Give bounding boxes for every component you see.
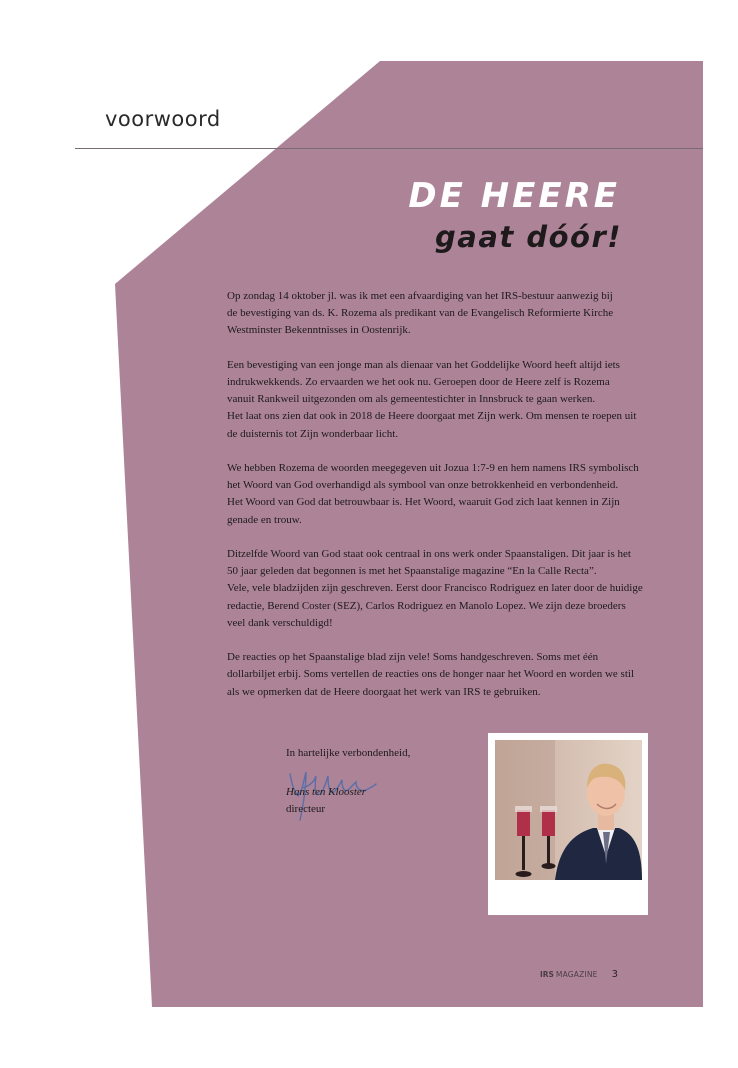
closing-block bbox=[286, 745, 476, 819]
author-name: Hans ten Klooster bbox=[286, 786, 367, 799]
author-photo bbox=[495, 740, 642, 880]
paragraph: Een bevestiging van een jonge man als dienaar van het Goddelijke Woord heeft altijd iets indrukwekkends. Zo ervaarden we het ook nu. Geroepen door de Heere zelf is Rozema vanuit Rankweil uitgezonden om als gemeentestichter in Innsbruck te gaan werken. Het laat ons zien dat ook in 2018 de Heere doorgaat met Zijn werk. Om mensen te roepen uit de duisternis tot Zijn wonderbaar licht. bbox=[227, 358, 637, 440]
page-number: 3 bbox=[611, 969, 618, 980]
paragraph: De reacties op het Spaanstalige blad zijn vele! Soms handgeschreven. Soms met één dollarbiljet erbij. Soms vertellen de reacties ons de honger naar het Woord en worden we stil als we opmerken dat de Heere doorgaat het werk van IRS te gebruiken. bbox=[227, 651, 635, 698]
article-title-line2: gaat dóór! bbox=[435, 220, 622, 254]
footer-brand: IRS bbox=[539, 970, 554, 979]
closing-greeting: In hartelijke verbondenheid, bbox=[286, 747, 411, 759]
section-label: voorwoord bbox=[105, 107, 221, 131]
author-photo-illustration bbox=[495, 740, 642, 880]
paragraph: Op zondag 14 oktober jl. was ik met een afvaardiging van het IRS-bestuur aanwezig bij de bevestiging van ds. K. Rozema als predikant van de Evangelisch Reformierte Kirche Westminster Bekenntnisses in Oostenrijk. bbox=[227, 290, 614, 337]
author-photo-frame bbox=[488, 733, 648, 915]
page-footer bbox=[540, 969, 618, 980]
paragraph: We hebben Rozema de woorden meegegeven uit Jozua 1:7-9 en hem namens IRS symbolisch het Woord van God overhandigd als symbool van onze betrokkenheid en verbondenheid. Het Woord van God dat betrouwbaar is. Het Woord, waaruit God zich laat kennen in Zijn genade en trouw. bbox=[227, 462, 639, 526]
paragraph: Ditzelfde Woord van God staat ook centraal in ons werk onder Spaanstaligen. Dit jaar is het 50 jaar geleden dat begonnen is met het Spaanstalige magazine “En la Calle Recta”. Vele, vele bladzijden zijn geschreven. Eerst door Francisco Rodriguez en later door de huidige redactie, Berend Coster (SEZ), Carlos Rodriguez en Manolo Lopez. We zijn deze broeders veel dank verschuldigd! bbox=[227, 548, 643, 629]
article-body bbox=[227, 288, 667, 718]
article-title-line1: DE HEERE bbox=[408, 176, 620, 216]
author-role: directeur bbox=[286, 803, 326, 816]
footer-magazine: MAGAZINE bbox=[555, 970, 598, 979]
header-divider bbox=[75, 148, 703, 149]
